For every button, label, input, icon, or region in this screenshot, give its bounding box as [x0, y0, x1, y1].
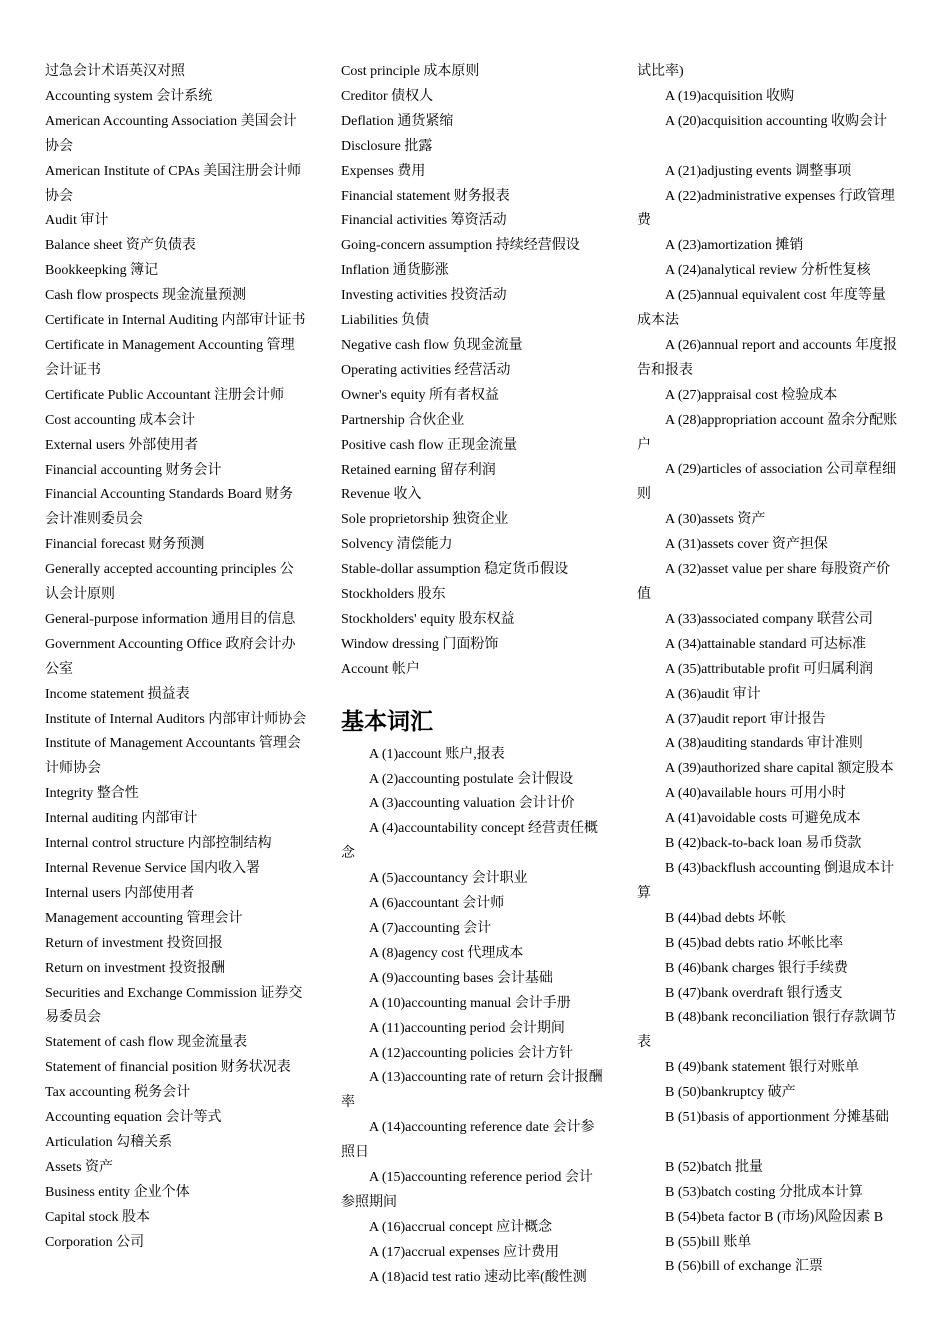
glossary-entry: Negative cash flow 负现金流量: [341, 337, 523, 353]
glossary-entry: Cash flow prospects 现金流量预测: [45, 288, 247, 304]
glossary-entry: B (54)beta factor B (市场)风险因素 B: [665, 1209, 884, 1225]
glossary-entry: Financial activities 筹资活动: [341, 213, 507, 229]
glossary-entry: Certificate Public Accountant 注册会计师: [45, 387, 285, 403]
glossary-entry: Operating activities 经营活动: [341, 362, 511, 378]
glossary-entry: A (26)annual report and accounts 年度报告和报表: [637, 337, 898, 378]
glossary-entry: Institute of Internal Auditors 内部审计师协会: [45, 711, 307, 727]
glossary-entry: B (51)basis of apportionment 分摊基础: [665, 1110, 889, 1126]
glossary-entry: Balance sheet 资产负债表: [45, 238, 196, 254]
glossary-entry: A (21)adjusting events 调整事项: [665, 163, 852, 179]
glossary-entry: A (40)available hours 可用小时: [665, 786, 846, 802]
glossary-entry: A (31)assets cover 资产担保: [665, 537, 828, 553]
glossary-entry: Return of investment 投资回报: [45, 935, 223, 951]
glossary-entry: A (20)acquisition accounting 收购会计: [665, 113, 888, 129]
glossary-entry: Institute of Management Accountants 管理会计师协会: [45, 736, 301, 777]
glossary-entry: A (32)asset value per share 每股资产价值: [637, 562, 891, 603]
glossary-entry: [637, 135, 899, 160]
glossary-entry: Account 帐户: [341, 661, 420, 677]
glossary-entry: A (10)accounting manual 会计手册: [369, 995, 571, 1011]
glossary-entry: A (14)accounting reference date 会计参照日: [341, 1120, 595, 1161]
glossary-entry: Cost principle 成本原则: [341, 64, 480, 79]
column-2: [341, 60, 603, 1291]
column-3: [637, 60, 899, 1280]
section-heading: 基本词汇: [341, 708, 433, 734]
glossary-entry: Articulation 勾稽关系: [45, 1134, 173, 1150]
glossary-entry: [637, 1131, 899, 1156]
glossary-entry: A (4)accountability concept 经营责任概念: [341, 821, 598, 862]
glossary-entry: B (56)bill of exchange 汇票: [665, 1259, 823, 1275]
glossary-entry: A (24)analytical review 分析性复核: [665, 263, 871, 279]
glossary-entry: A (9)accounting bases 会计基础: [369, 970, 553, 986]
glossary-entry: Generally accepted accounting principles 公认会计原则: [45, 562, 294, 603]
glossary-entry: A (11)accounting period 会计期间: [369, 1020, 565, 1036]
glossary-entry: B (53)batch costing 分批成本计算: [665, 1184, 863, 1200]
glossary-entry: Internal auditing 内部审计: [45, 811, 198, 827]
glossary-entry: Audit 审计: [45, 213, 109, 229]
glossary-entry: Financial forecast 财务预测: [45, 537, 205, 553]
glossary-entry: Investing activities 投资活动: [341, 288, 507, 304]
glossary-entry: American Accounting Association 美国会计协会: [45, 113, 297, 154]
glossary-entry: Accounting system 会计系统: [45, 88, 213, 104]
glossary-entry: Going-concern assumption 持续经营假设: [341, 238, 580, 254]
glossary-entry: Internal Revenue Service 国内收入署: [45, 861, 260, 876]
glossary-entry: A (36)audit 审计: [665, 686, 761, 702]
glossary-entry: A (16)accrual concept 应计概念: [369, 1219, 553, 1235]
glossary-entry: B (43)backflush accounting 倒退成本计算: [637, 860, 895, 901]
glossary-entry: Tax accounting 税务会计: [45, 1085, 191, 1101]
glossary-entry: Sole proprietorship 独资企业: [341, 512, 509, 528]
glossary-entry: A (3)accounting valuation 会计计价: [369, 796, 575, 812]
glossary-entry: B (47)bank overdraft 银行透支: [665, 985, 843, 1001]
glossary-entry: Expenses 费用: [341, 163, 426, 179]
glossary-entry: A (34)attainable standard 可达标准: [665, 636, 867, 652]
glossary-entry: A (13)accounting rate of return 会计报酬率: [341, 1070, 603, 1111]
glossary-entry: Corporation 公司: [45, 1234, 145, 1250]
glossary-entry: A (38)auditing standards 审计准则: [665, 736, 863, 752]
glossary-entry: Cost accounting 成本会计: [45, 412, 196, 428]
glossary-entry: A (19)acquisition 收购: [665, 88, 795, 104]
glossary-entry: Capital stock 股本: [45, 1209, 150, 1225]
continued-entry: 试比率): [637, 64, 684, 79]
glossary-entry: Deflation 通货紧缩: [341, 113, 454, 129]
glossary-entry: Financial Accounting Standards Board 财务会计准则委员会: [45, 487, 294, 528]
glossary-entry: B (55)bill 账单: [665, 1234, 752, 1250]
glossary-entry: Stockholders 股东: [341, 587, 446, 603]
glossary-entry: A (23)amortization 摊销: [665, 238, 804, 254]
glossary-entry: A (29)articles of association 公司章程细则: [637, 462, 896, 503]
glossary-entry: B (44)bad debts 坏帐: [665, 910, 786, 926]
glossary-entry: Window dressing 门面粉饰: [341, 636, 499, 652]
glossary-entry: A (37)audit report 审计报告: [665, 711, 826, 727]
glossary-entry: Financial statement 财务报表: [341, 188, 510, 204]
glossary-entry: Owner's equity 所有者权益: [341, 387, 500, 403]
glossary-entry: A (12)accounting policies 会计方针: [369, 1045, 574, 1061]
glossary-entry: Certificate in Management Accounting 管理会计证书: [45, 337, 295, 378]
glossary-entry: B (45)bad debts ratio 坏帐比率: [665, 935, 844, 951]
glossary-entry: A (15)accounting reference period 会计参照期间: [341, 1170, 593, 1210]
glossary-entry: B (50)bankruptcy 破产: [665, 1085, 796, 1101]
glossary-entry: Stockholders' equity 股东权益: [341, 611, 515, 627]
glossary-entry: Accounting equation 会计等式: [45, 1110, 222, 1126]
column-1: [45, 60, 307, 1256]
glossary-entry: American Institute of CPAs 美国注册会计师协会: [45, 163, 302, 204]
glossary-entry: A (25)annual equivalent cost 年度等量成本法: [637, 288, 886, 329]
glossary-entry: A (30)assets 资产: [665, 512, 766, 528]
glossary-entry: Inflation 通货膨涨: [341, 263, 449, 279]
glossary-entry: Disclosure 批露: [341, 138, 433, 154]
glossary-entry: Certificate in Internal Auditing 内部审计证书: [45, 313, 306, 329]
glossary-entry: External users 外部使用者: [45, 437, 199, 453]
glossary-entry: Creditor 债权人: [341, 88, 434, 104]
glossary-entry: A (2)accounting postulate 会计假设: [369, 771, 574, 787]
glossary-entry: Bookkeepking 簿记: [45, 263, 159, 279]
glossary-entry: B (42)back-to-back loan 易币贷款: [665, 836, 862, 852]
glossary-entry: A (5)accountancy 会计职业: [369, 871, 528, 887]
glossary-entry: General-purpose information 通用目的信息: [45, 611, 296, 627]
glossary-entry: Solvency 清偿能力: [341, 537, 453, 553]
glossary-entry: B (46)bank charges 银行手续费: [665, 960, 848, 976]
glossary-entry: B (49)bank statement 银行对账单: [665, 1060, 860, 1076]
glossary-entry: A (33)associated company 联营公司: [665, 611, 874, 627]
glossary-entry: A (22)administrative expenses 行政管理费: [637, 188, 895, 229]
glossary-entry: Partnership 合伙企业: [341, 412, 465, 428]
glossary-entry: Liabilities 负债: [341, 313, 430, 329]
glossary-entry: Assets 资产: [45, 1159, 114, 1175]
glossary-entry: Government Accounting Office 政府会计办公室: [45, 636, 296, 677]
glossary-entry: A (1)account 账户,报表: [369, 746, 505, 762]
glossary-entry: B (48)bank reconciliation 银行存款调节表: [637, 1010, 897, 1051]
glossary-entry: Integrity 整合性: [45, 786, 139, 802]
glossary-entry: Retained earning 留存利润: [341, 462, 496, 478]
glossary-entry: A (35)attributable profit 可归属利润: [665, 661, 874, 677]
glossary-entry: Business entity 企业个体: [45, 1184, 190, 1200]
glossary-entry: A (41)avoidable costs 可避免成本: [665, 811, 861, 827]
glossary-entry: A (18)acid test ratio 速动比率(酸性测: [369, 1269, 587, 1285]
glossary-entry: Statement of cash flow 现金流量表: [45, 1035, 248, 1051]
glossary-entry: A (28)appropriation account 盈余分配账户: [637, 412, 898, 453]
glossary-entry: Financial accounting 财务会计: [45, 462, 222, 478]
glossary-entry: A (8)agency cost 代理成本: [369, 945, 524, 961]
glossary-entry: Positive cash flow 正现金流量: [341, 437, 518, 453]
glossary-entry: Return on investment 投资报酬: [45, 960, 226, 976]
glossary-entry: Securities and Exchange Commission 证券交易委员会: [45, 985, 303, 1026]
glossary-entry: A (6)accountant 会计师: [369, 896, 505, 912]
glossary-entry: A (27)appraisal cost 检验成本: [665, 387, 838, 403]
glossary-entry: Stable-dollar assumption 稳定货币假设: [341, 562, 569, 578]
glossary-entry: Statement of financial position 财务状况表: [45, 1060, 291, 1076]
glossary-entry: B (52)batch 批量: [665, 1159, 763, 1175]
glossary-entry: Management accounting 管理会计: [45, 910, 243, 926]
glossary-entry: Income statement 损益表: [45, 686, 190, 702]
glossary-entry: Internal control structure 内部控制结构: [45, 836, 272, 852]
glossary-entry: A (39)authorized share capital 额定股本: [665, 761, 894, 777]
glossary-entry: Internal users 内部使用者: [45, 885, 195, 901]
glossary-entry: 过急会计术语英汉对照: [45, 64, 185, 79]
glossary-entry: Revenue 收入: [341, 487, 422, 503]
glossary-entry: A (17)accrual expenses 应计费用: [369, 1244, 560, 1260]
glossary-entry: A (7)accounting 会计: [369, 921, 492, 936]
